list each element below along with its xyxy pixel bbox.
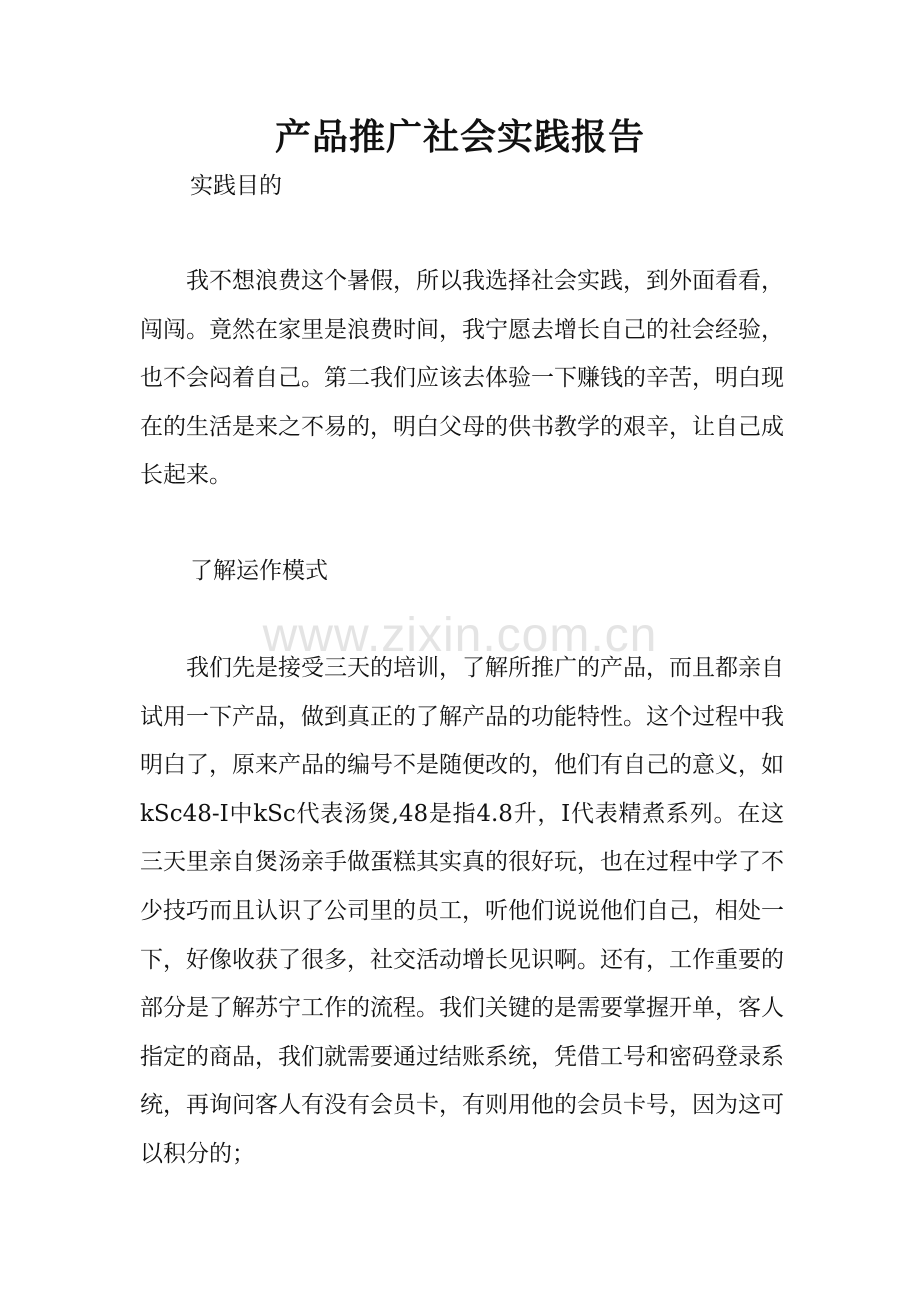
section-paragraph-operation-mode: 我们先是接受三天的培训，了解所推广的产品，而且都亲自试用一下产品，做到真正的了解产品的功能特性。这个过程中我明白了，原来产品的编号不是随便改的，他们有自己的意义，如kSc48-I中kSc代表汤煲,48是指4.8升，I代表精煮系列。在这三天里亲自煲汤亲手做蛋糕其实真的很好玩，也在过程中学了不少技巧而且认识了公司里的员工，听他们说说他们自己，相处一下，好像收获了很多，社交活动增长见识啊。还有，工作重要的部分是了解苏宁工作的流程。我们关键的是需要掌握开单，客人指定的商品，我们就需要通过结账系统，凭借工号和密码登录系统，再询问客人有没有会员卡，有则用他的会员卡号，因为这可以积分的； [140,655,784,1167]
section-heading-operation-mode: 了解运作模式 [190,558,328,584]
section-paragraph-purpose: 我不想浪费这个暑假，所以我选择社会实践，到外面看看，闯闯。竟然在家里是浪费时间，我宁愿去增长自己的社会经验，也不会闷着自己。第二我们应该去体验一下赚钱的辛苦，明白现在的生活是来之不易的，明白父母的供书教学的艰辛，让自己成长起来。 [140,268,784,489]
section-heading-purpose: 实践目的 [190,173,282,199]
watermark: www.zixin.com.cn [262,609,658,662]
page-title: 产品推广社会实践报告 [274,116,645,158]
